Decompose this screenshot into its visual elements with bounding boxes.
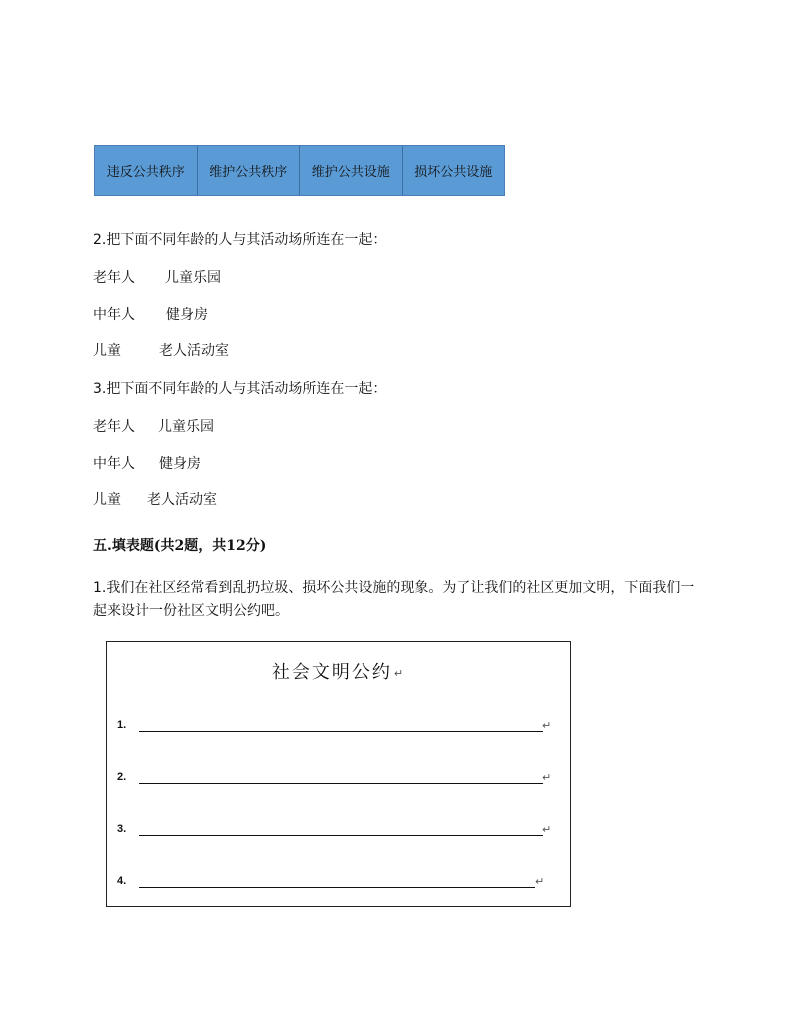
convention-item-1	[117, 719, 557, 739]
q2-prompt: 2.把下面不同年龄的人与其活动场所连在一起：	[93, 232, 387, 248]
option-cell-3: 维护公共设施	[300, 146, 403, 195]
q2-person-1: 老年人	[93, 270, 135, 286]
convention-item-4	[117, 875, 557, 895]
convention-box	[106, 641, 571, 907]
option-cell-4: 损坏公共设施	[403, 146, 505, 195]
q2-pair-2	[93, 306, 208, 324]
convention-item-number: 4.	[117, 875, 127, 887]
q2-pair-3	[93, 342, 229, 360]
return-mark-icon: ↵	[393, 666, 406, 680]
q2-place-1: 儿童乐园	[165, 270, 221, 286]
return-mark-icon: ↵	[542, 823, 552, 836]
section-5-question-1: 1.我们在社区经常看到乱扔垃圾、损坏公共设施的现象。为了让我们的社区更加文明，下面我们一起来设计一份社区文明公约吧。	[93, 580, 695, 619]
q2-place-2: 健身房	[166, 307, 208, 323]
option-table	[94, 145, 505, 196]
option-cell-1: 违反公共秩序	[95, 146, 198, 195]
q3-prompt: 3.把下面不同年龄的人与其活动场所连在一起：	[93, 381, 387, 397]
convention-blank-line[interactable]	[139, 783, 543, 784]
convention-blank-line[interactable]	[139, 835, 543, 836]
section-5-title: 五.填表题(共2题，共12分)	[93, 538, 267, 554]
convention-item-number: 3.	[117, 823, 127, 835]
q3-person-3: 儿童	[93, 492, 121, 508]
convention-item-number: 1.	[117, 719, 127, 731]
q3-pair-2	[93, 455, 201, 473]
return-mark-icon: ↵	[542, 771, 552, 784]
q3-pair-1	[93, 418, 214, 436]
q2-place-3: 老人活动室	[159, 343, 229, 359]
convention-item-3	[117, 823, 557, 843]
q3-place-3: 老人活动室	[147, 492, 217, 508]
convention-item-2	[117, 771, 557, 791]
convention-title	[107, 658, 570, 684]
q3-place-1: 儿童乐园	[158, 419, 214, 435]
q2-person-2: 中年人	[93, 307, 135, 323]
convention-blank-line[interactable]	[139, 887, 535, 888]
option-cell-2: 维护公共秩序	[198, 146, 301, 195]
convention-title-text: 社会文明公约	[271, 662, 392, 683]
return-mark-icon: ↵	[542, 719, 552, 732]
convention-blank-line[interactable]	[139, 731, 543, 732]
q2-pair-1	[93, 269, 221, 287]
q3-person-2: 中年人	[93, 456, 135, 472]
return-mark-icon: ↵	[535, 875, 545, 888]
q3-person-1: 老年人	[93, 419, 135, 435]
q3-pair-3	[93, 491, 217, 509]
q2-person-3: 儿童	[93, 343, 121, 359]
q3-place-2: 健身房	[159, 456, 201, 472]
convention-item-number: 2.	[117, 771, 127, 783]
